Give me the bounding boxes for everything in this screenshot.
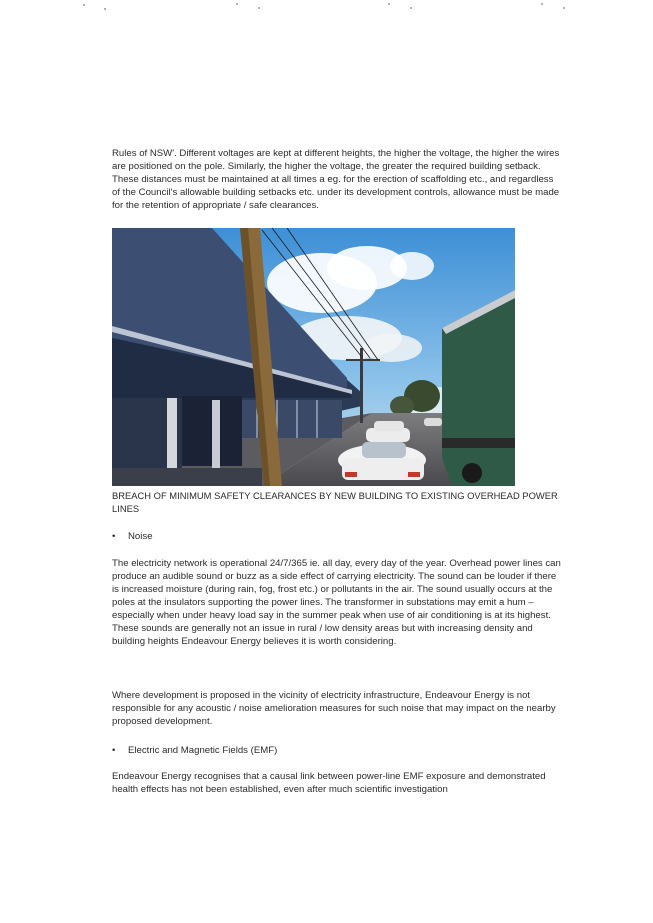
photo-caption: BREACH OF MINIMUM SAFETY CLEARANCES BY NEW BUILDING TO EXISTING OVERHEAD POWER LINES [112, 490, 558, 514]
scan-mark [410, 7, 412, 9]
scan-mark [104, 8, 106, 10]
street-scene-image [112, 228, 515, 486]
scan-mark [236, 3, 238, 5]
bullet-marker: • [112, 745, 116, 756]
noise-heading-text: Noise [128, 531, 153, 542]
scan-mark [563, 7, 565, 9]
scan-mark [388, 3, 390, 5]
noise-paragraph-2: Where development is proposed in the vicinity of electricity infrastructure, Endeavour Energy is not responsible for any acoustic / noise amelioration measures for such noise that may impact on the nearby proposed development. [112, 690, 556, 727]
scan-mark [258, 7, 260, 9]
emf-heading [112, 744, 277, 757]
scan-mark [83, 4, 85, 6]
bullet-marker: • [112, 531, 116, 542]
scan-mark [541, 3, 543, 5]
intro-paragraph: Rules of NSW'. Different voltages are kept at different heights, the higher the voltage, the higher the wires are positioned on the pole. Similarly, the higher the voltage, the greater the required building setback. These distances must be maintained at all times a eg. for the erection of scaffolding etc., and regardless of the Council's allowable building setbacks etc. under its development controls, allowance must be made for the retention of appropriate / safe clearances. [112, 148, 560, 211]
noise-heading [112, 530, 153, 543]
emf-paragraph-1: Endeavour Energy recognises that a causal link between power-line EMF exposure and demonstrated health effects has not been established, even after much scientific investigation [112, 771, 546, 795]
street-photo [112, 228, 515, 486]
emf-heading-text: Electric and Magnetic Fields (EMF) [128, 745, 278, 756]
noise-paragraph-1: The electricity network is operational 24/7/365 ie. all day, every day of the year. Overhead power lines can produce an audible sound or buzz as a side effect of carrying electricity. The sound can be louder if there is increased moisture (during rain, fog, frost etc.) or pollutants in the air. The sound usually occurs at the poles at the insulators supporting the power lines. The transformer in substations may emit a hum – especially when under heavy load say in the summer peak when use of air conditioning is at its highest. These sounds are generally not an issue in rural / low density areas but with increasing density and building heights Endeavour Energy believes it is worth considering. [112, 558, 561, 647]
